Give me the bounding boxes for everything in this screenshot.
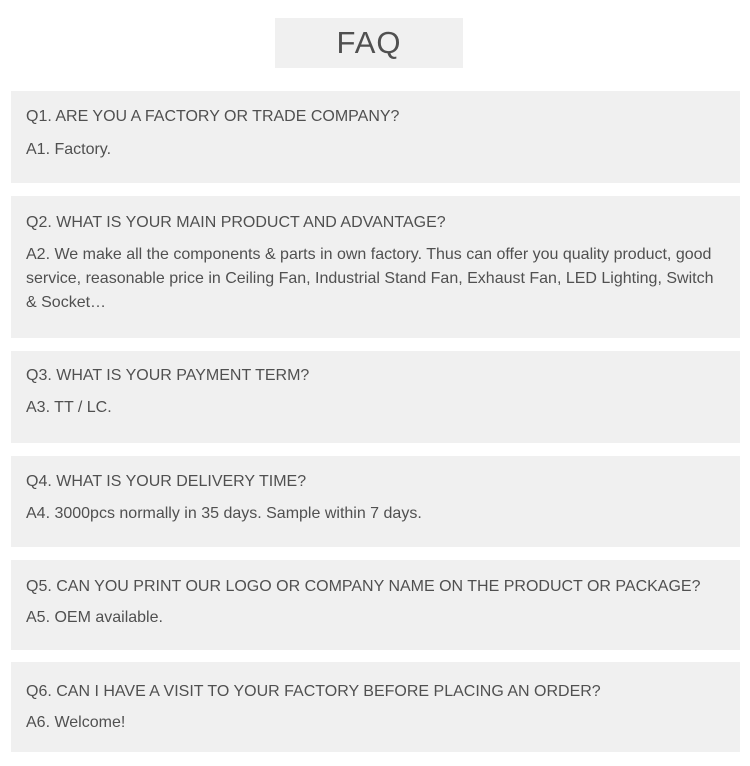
- faq-answer: A4. 3000pcs normally in 35 days. Sample within 7 days.: [26, 505, 422, 522]
- faq-question: Q2. WHAT IS YOUR MAIN PRODUCT AND ADVANTAGE?: [26, 214, 446, 231]
- faq-answer: A6. Welcome!: [26, 714, 126, 731]
- faq-question: Q6. CAN I HAVE A VISIT TO YOUR FACTORY BEFORE PLACING AN ORDER?: [26, 683, 601, 700]
- faq-item-1: [11, 91, 740, 183]
- faq-question: Q1. ARE YOU A FACTORY OR TRADE COMPANY?: [26, 108, 400, 125]
- faq-item-4: [11, 456, 740, 547]
- faq-heading-box: [275, 18, 463, 68]
- faq-answer: A2. We make all the components & parts in own factory. Thus can offer you quality product, good service, reasonable price in Ceiling Fan, Industrial Stand Fan, Exhaust Fan, LED Lighting, Switch & Socket…: [26, 246, 714, 311]
- faq-answer: A5. OEM available.: [26, 609, 163, 626]
- faq-question: Q5. CAN YOU PRINT OUR LOGO OR COMPANY NAME ON THE PRODUCT OR PACKAGE?: [26, 578, 701, 595]
- page-title: FAQ: [336, 25, 402, 60]
- faq-item-6: [11, 662, 740, 752]
- faq-question: Q4. WHAT IS YOUR DELIVERY TIME?: [26, 473, 307, 490]
- faq-item-3: [11, 351, 740, 443]
- faq-item-2: [11, 196, 740, 338]
- faq-answer: A3. TT / LC.: [26, 399, 112, 416]
- faq-answer: A1. Factory.: [26, 141, 112, 158]
- faq-item-5: [11, 560, 740, 650]
- faq-question: Q3. WHAT IS YOUR PAYMENT TERM?: [26, 367, 310, 384]
